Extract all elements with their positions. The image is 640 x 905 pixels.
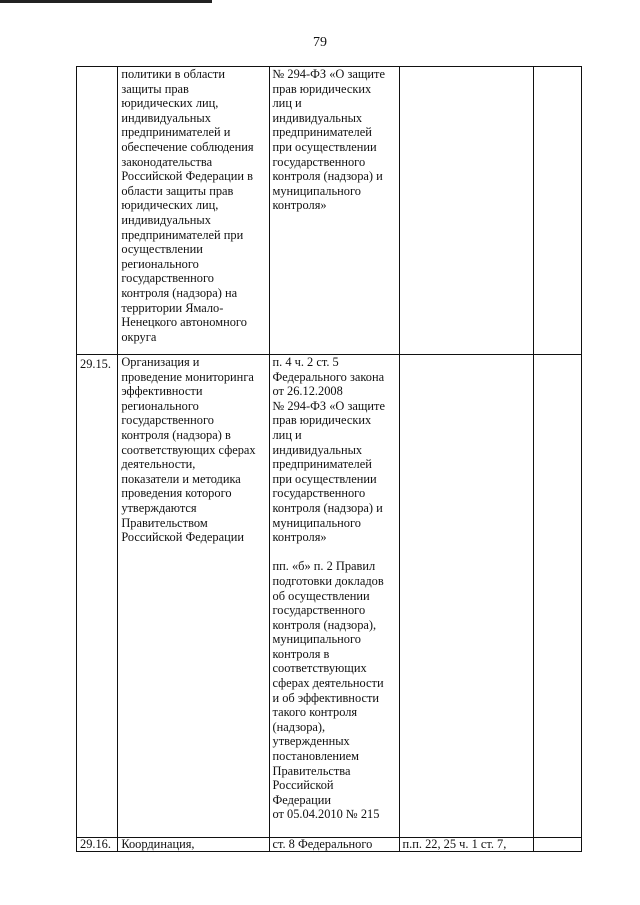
cell-name: Координация,: [118, 838, 269, 852]
document-table: [76, 66, 582, 852]
cell-legal-basis: п. 4 ч. 2 ст. 5 Федерального закона от 26.12.2008 № 294-ФЗ «О защите прав юридических лиц и индивидуальных предпринимателей при осуществлении государственного контроля (надзора) и муниципального контроля» пп. «б» п. 2 Правил подготовки докладов об осуществлении государственного контроля (надзора), муниципального контроля в соответствующих сферах деятельности и об эффективности такого контроля (надзора), утвержденных постановлением Правительства Российской Федерации от 05.04.2010 № 215: [269, 355, 399, 838]
cell-regional-basis: п.п. 22, 25 ч. 1 ст. 7,: [399, 838, 533, 852]
cell-number: 29.15.: [77, 355, 118, 838]
cell-note: [533, 67, 581, 355]
cell-regional-basis: [399, 355, 533, 838]
scan-edge-line: [0, 0, 212, 3]
cell-regional-basis: [399, 67, 533, 355]
cell-name: политики в области защиты прав юридических лиц, индивидуальных предпринимателей и обеспечение соблюдения законодательства Российской Федерации в области защиты прав юридических лиц, индивидуальных предпринимателей при осуществлении регионального государственного контроля (надзора) на территории Ямало- Ненецкого автономного округа: [118, 67, 269, 355]
table-row: [77, 838, 582, 852]
page-number: 79: [313, 35, 327, 50]
cell-number: 29.16.: [77, 838, 118, 852]
cell-number: [77, 67, 118, 355]
cell-legal-basis: ст. 8 Федерального: [269, 838, 399, 852]
table-row: [77, 67, 582, 355]
cell-note: [533, 838, 581, 852]
table-row: [77, 355, 582, 838]
cell-note: [533, 355, 581, 838]
cell-name: Организация и проведение мониторинга эффективности регионального государственного контроля (надзора) в соответствующих сферах деятельности, показатели и методика проведения которого утверждаются Правительством Российской Федерации: [118, 355, 269, 838]
cell-legal-basis: № 294-ФЗ «О защите прав юридических лиц и индивидуальных предпринимателей при осуществлении государственного контроля (надзора) и муниципального контроля»: [269, 67, 399, 355]
